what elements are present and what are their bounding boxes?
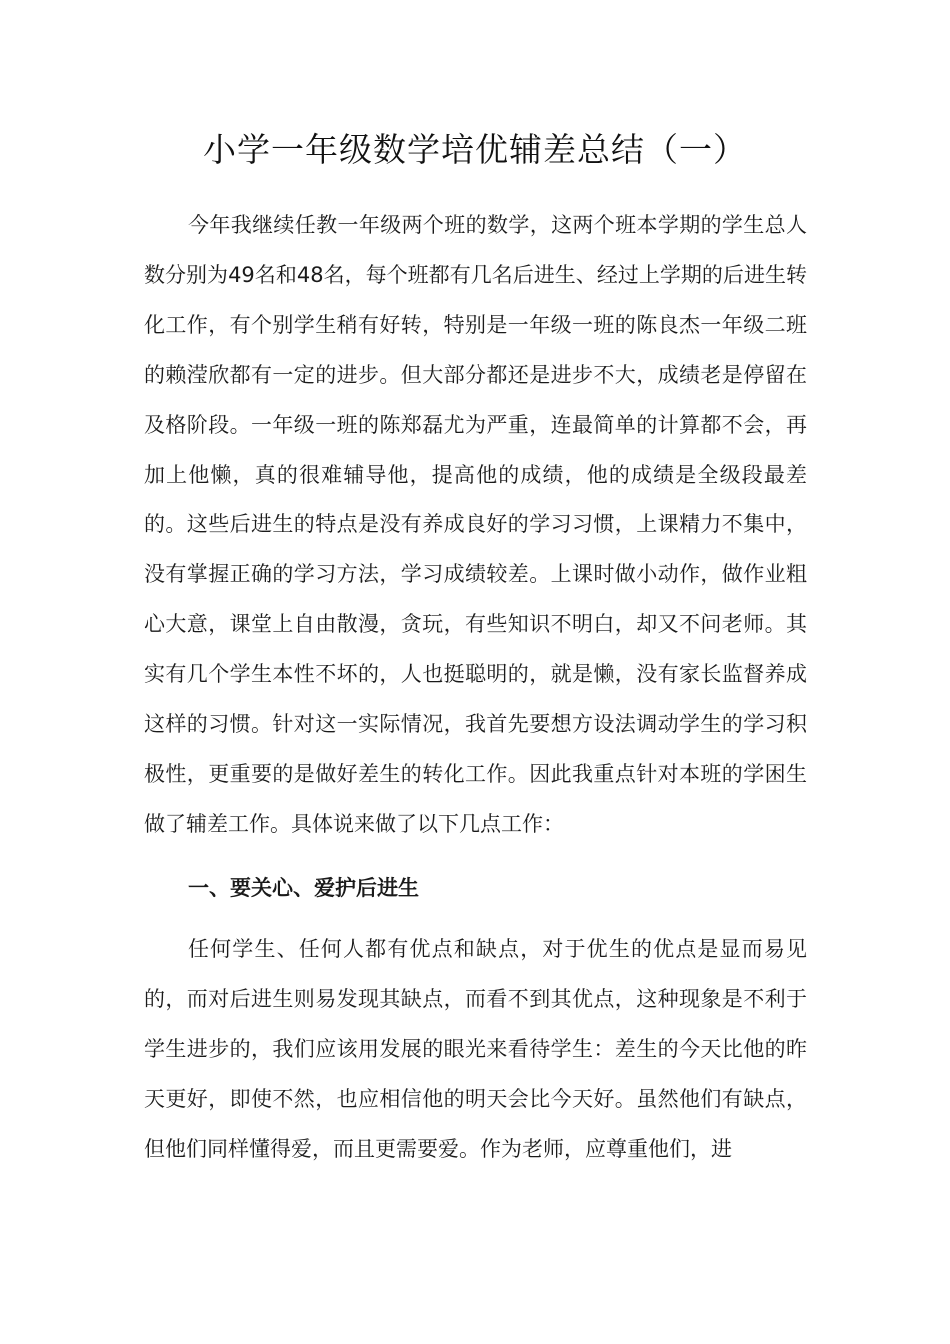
section-heading-1: 一、要关心、爱护后进生 <box>188 876 419 900</box>
body-paragraph-2: 任何学生、任何人都有优点和缺点，对于优生的优点是显而易见的，而对后进生则易发现其缺点，而看不到其优点，这种现象是不利于学生进步的，我们应该用发展的眼光来看待学生：差生的今天比他的昨天更好，即使不然，也应相信他的明天会比今天好。虽然他们有缺点，但他们同样懂得爱，而且更需要爱。作为老师，应尊重他们，进 <box>144 937 807 1161</box>
document-title: 小学一年级数学培优辅差总结（一） <box>203 130 747 169</box>
body-paragraph-1: 今年我继续任教一年级两个班的数学，这两个班本学期的学生总人数分别为49名和48名，每个班都有几名后进生、经过上学期的后进生转化工作，有个别学生稍有好转，特别是一年级一班的陈良杰一年级二班的赖滢欣都有一定的进步。但大部分都还是进步不大，成绩老是停留在及格阶段。一年级一班的陈郑磊尤为严重，连最简单的计算都不会，再加上他懒，真的很难辅导他，提高他的成绩，他的成绩是全级段最差的。这些后进生的特点是没有养成良好的学习习惯，上课精力不集中，没有掌握正确的学习方法，学习成绩较差。上课时做小动作，做作业粗心大意，课堂上自由散漫，贪玩，有些知识不明白，却又不问老师。其实有几个学生本性不坏的，人也挺聪明的，就是懒，没有家长监督养成这样的习惯。针对这一实际情况，我首先要想方设法调动学生的学习积极性，更重要的是做好差生的转化工作。因此我重点针对本班的学困生做了辅差工作。具体说来做了以下几点工作： <box>144 213 807 836</box>
